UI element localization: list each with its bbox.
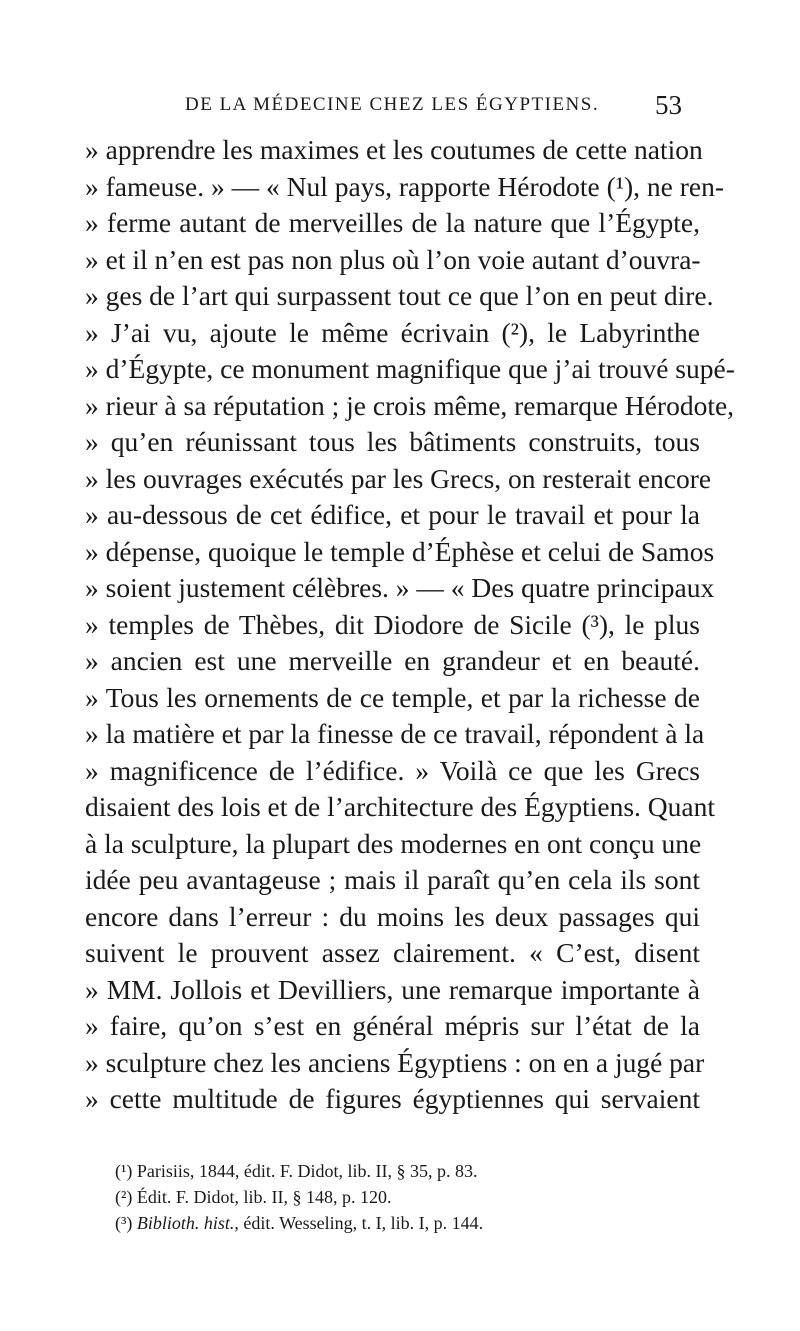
text-line: » MM. Jollois et Devilliers, une remarque importante à <box>85 973 700 1005</box>
text-line: à la sculpture, la plupart des modernes en ont conçu une <box>85 827 702 859</box>
text-line: » fameuse. » — « Nul pays, rapporte Hérodote (¹), ne ren- <box>85 170 724 202</box>
footnote-mark: (³) <box>115 1213 133 1233</box>
text-line: » J’ai vu, ajoute le même écrivain (²), le Labyrinthe <box>85 316 700 348</box>
text-line: » d’Égypte, ce monument magnifique que j’ai trouvé supé- <box>85 353 735 384</box>
text-line: » au-dessous de cet édifice, et pour le travail et pour la <box>85 499 700 530</box>
text-line: » magnificence de l’édifice. » Voilà ce que les Grecs <box>85 754 700 786</box>
text-line: disaient des lois et de l’architecture des Égyptiens. Quant <box>85 791 716 822</box>
text-line: » les ouvrages exécutés par les Grecs, on resterait encore <box>85 462 712 494</box>
footnote-2 <box>115 1184 675 1210</box>
footnote-3 <box>115 1210 675 1236</box>
footnote-mark: (¹) <box>115 1161 133 1181</box>
text-line: » sculpture chez les anciens Égyptiens : on en a jugé par <box>85 1046 705 1078</box>
page-header <box>0 92 800 122</box>
text-line: » dépense, quoique le temple d’Éphèse et celui de Samos <box>85 535 715 567</box>
text-line: » et il n’en est pas non plus où l’on voie autant d’ouvra- <box>85 243 701 275</box>
text-line: suivent le prouvent assez clairement. « C’est, disent <box>85 937 700 968</box>
text-line: » Tous les ornements de ce temple, et par la richesse de <box>85 681 700 713</box>
text-line: » la matière et par la finesse de ce travail, répondent à la <box>85 718 705 749</box>
footnote-text: , édit. Wesseling, t. I, lib. I, p. 144. <box>234 1213 484 1233</box>
text-line: idée peu avantageuse ; mais il paraît qu’en cela ils sont <box>85 864 700 895</box>
page-number: 53 <box>655 90 682 120</box>
text-line: » faire, qu’on s’est en général mépris sur l’état de la <box>85 1010 700 1041</box>
footnote-1 <box>115 1158 675 1184</box>
text-line: » soient justement célèbres. » — « Des quatre principaux <box>85 572 715 603</box>
footnote-title: Biblioth. hist. <box>136 1213 235 1233</box>
text-line: encore dans l’erreur : du moins les deux passages qui <box>85 900 700 932</box>
footnote-text: Parisiis, 1844, édit. F. Didot, lib. II, § 35, p. 83. <box>136 1161 478 1181</box>
footnotes <box>115 1158 675 1236</box>
text-line: » qu’en réunissant tous les bâtiments construits, tous <box>85 426 700 457</box>
text-line: » ges de l’art qui surpassent tout ce que l’on en peut dire. <box>85 280 714 311</box>
text-line: » rieur à sa réputation ; je crois même, remarque Hérodote, <box>85 389 735 421</box>
footnote-mark: (²) <box>115 1187 133 1207</box>
running-title: DE LA MÉDECINE CHEZ LES ÉGYPTIENS. <box>185 94 600 115</box>
text-line: » temples de Thèbes, dit Diodore de Sicile (³), le plus <box>85 608 700 640</box>
footnote-text: Édit. F. Didot, lib. II, § 148, p. 120. <box>136 1187 392 1207</box>
text-line: » ferme autant de merveilles de la nature que l’Égypte, <box>85 207 700 238</box>
text-line: » ancien est une merveille en grandeur et en beauté. <box>85 645 700 676</box>
text-line: » apprendre les maximes et les coutumes de cette nation <box>85 134 703 165</box>
text-line: » cette multitude de figures égyptiennes qui servaient <box>85 1083 700 1114</box>
body-text <box>85 132 735 1118</box>
